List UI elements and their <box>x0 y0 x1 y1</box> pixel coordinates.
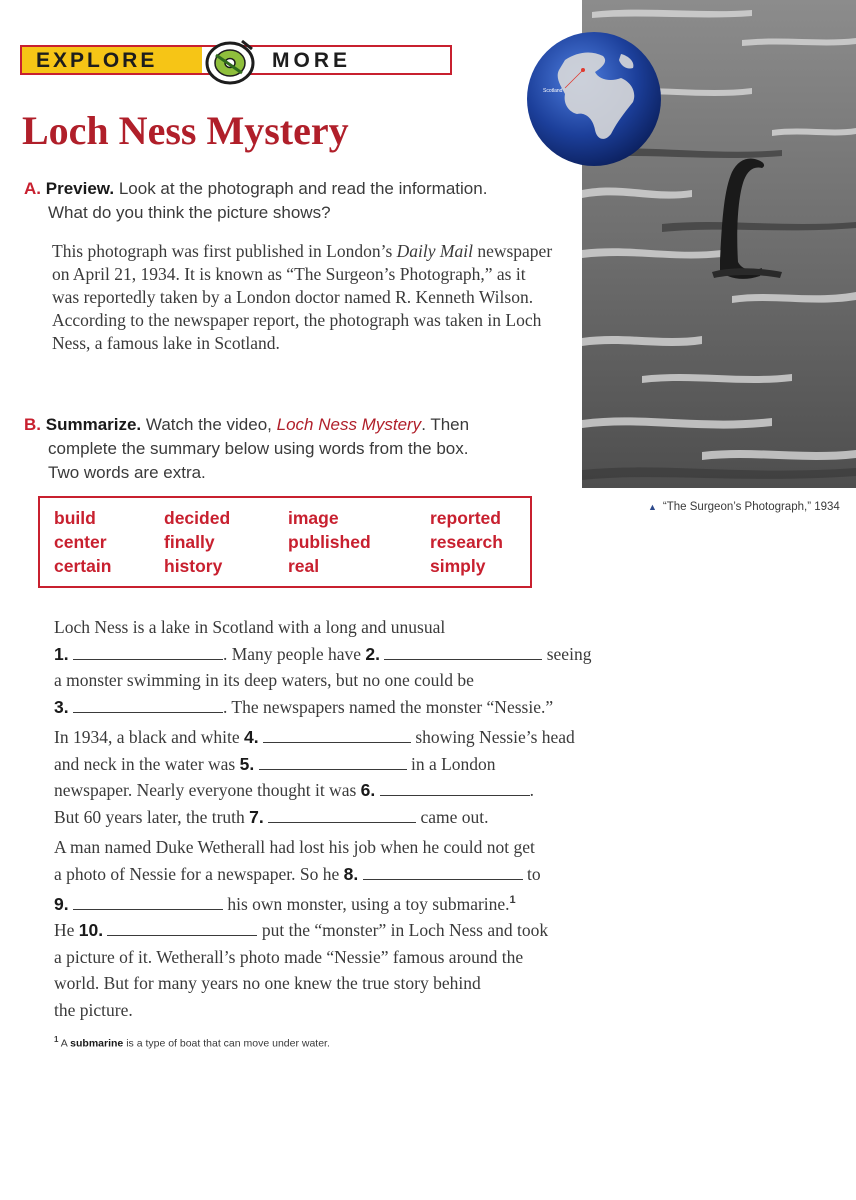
summary-text-span: newspaper. Nearly everyone thought it was <box>54 780 357 800</box>
summary-text-span: A man named Duke Wetherall had lost his job when he could not get <box>54 837 535 857</box>
blank-number-6: 6. <box>360 780 376 800</box>
blank-8[interactable] <box>363 863 523 880</box>
newspaper-name: Daily Mail <box>396 241 473 261</box>
video-disc-icon <box>202 37 258 85</box>
section-b-heading: Summarize. <box>45 415 142 434</box>
word-real: real <box>288 556 320 576</box>
blank-number-7: 7. <box>249 806 264 827</box>
word-published: published <box>288 532 371 552</box>
blank-10[interactable] <box>107 919 257 936</box>
word-build: build <box>54 508 96 528</box>
summary-text-span: put the “monster” in Loch Ness and took <box>261 920 549 941</box>
section-a-letter: A. <box>24 179 41 198</box>
summary-text-span: . <box>529 780 535 800</box>
blank-6[interactable] <box>380 779 530 796</box>
summary-text-span: his own monster, using a toy submarine. <box>227 893 510 914</box>
footnote-ref-1[interactable]: 1 <box>509 894 516 906</box>
summary-text-span: a monster swimming in its deep waters, but no one could be <box>54 670 474 690</box>
banner-explore-label: EXPLORE <box>36 49 158 72</box>
summary-paragraph-2 <box>54 724 654 830</box>
summary-text-span: in a London <box>410 753 496 774</box>
word-box <box>38 496 532 588</box>
summary-text-span: the picture. <box>54 999 133 1020</box>
banner-more-label: MORE <box>272 49 351 72</box>
summary-text-span: to <box>527 863 541 884</box>
word-reported: reported <box>430 508 501 528</box>
section-a-line1: Look at the photograph and read the information. <box>118 179 488 198</box>
blank-number-1: 1. <box>54 643 69 664</box>
summary-text-span: . The newspapers named the monster “Nessie.” <box>222 696 554 717</box>
caption-triangle-icon: ▲ <box>648 502 657 512</box>
blank-5[interactable] <box>259 753 407 770</box>
section-b-line2: complete the summary below using words from the box. <box>48 439 469 458</box>
page-title: Loch Ness Mystery <box>22 108 349 153</box>
section-b-line1a: Watch the video, <box>145 415 272 434</box>
summary-text-span: a photo of Nessie for a newspaper. So he <box>54 863 340 884</box>
section-b-letter: B. <box>24 415 41 434</box>
section-a-instructions <box>24 177 487 225</box>
footnote-marker: 1 <box>54 1035 59 1044</box>
blank-2[interactable] <box>384 643 542 660</box>
blank-number-5: 5. <box>239 753 255 774</box>
section-b-line1b: . Then <box>421 415 470 434</box>
word-simply: simply <box>430 556 486 576</box>
blank-number-8: 8. <box>343 863 359 884</box>
summary-paragraph-1 <box>54 614 654 720</box>
video-title-link[interactable]: Loch Ness Mystery <box>276 415 422 434</box>
photo-caption-text: “The Surgeon’s Photograph,” 1934 <box>662 501 840 513</box>
paragraph-text-2: newspaper on April 21, 1934. It is known as “The Surgeon’s Photograph,” as it was reportedly taken by a London doctor named R. Kenneth Wilson. According to the newspaper report, the photograph was taken in Loch Ness, a famous lake in Scotland. <box>52 241 553 353</box>
blank-9[interactable] <box>73 893 223 910</box>
section-b-instructions <box>24 413 469 485</box>
word-image: image <box>288 508 339 528</box>
paragraph-text-1: This photograph was first published in London’s <box>52 241 393 261</box>
word-center: center <box>54 532 107 552</box>
footnote-text: is a type of boat that can move under water. <box>126 1037 330 1050</box>
blank-number-4: 4. <box>244 727 259 747</box>
word-finally: finally <box>164 532 215 552</box>
summary-text-span: and neck in the water was <box>54 753 236 774</box>
blank-number-3: 3. <box>54 696 69 717</box>
blank-4[interactable] <box>263 726 411 743</box>
summary-paragraph-3 <box>54 834 654 1023</box>
footnote-pre: A <box>60 1037 68 1050</box>
summary-text-span: He <box>54 920 75 941</box>
summary-text-span: world. But for many years no one knew the true story behind <box>54 973 481 994</box>
blank-number-10: 10. <box>78 920 104 941</box>
blank-number-9: 9. <box>54 893 69 914</box>
word-history: history <box>164 556 223 576</box>
section-a-line2: What do you think the picture shows? <box>48 203 331 222</box>
summary-text-span: In 1934, a black and white <box>54 727 240 747</box>
footnote-term: submarine <box>70 1037 124 1050</box>
summary-text <box>54 614 654 1023</box>
summary-text-span: showing Nessie’s head <box>415 727 575 747</box>
blank-3[interactable] <box>73 696 223 713</box>
word-certain: certain <box>54 556 112 576</box>
summary-text-span: . Many people have <box>222 643 361 664</box>
photo-caption <box>648 501 840 513</box>
word-decided: decided <box>164 508 231 528</box>
summary-text-span: But 60 years later, the truth <box>54 806 245 827</box>
blank-7[interactable] <box>268 806 416 823</box>
summary-text-span: Loch Ness is a lake in Scotland with a long and unusual <box>54 617 446 637</box>
blank-number-2: 2. <box>365 643 380 664</box>
word-research: research <box>430 532 503 552</box>
blank-1[interactable] <box>73 643 223 660</box>
section-a-paragraph <box>52 240 557 355</box>
explore-more-banner <box>20 45 452 75</box>
section-b-line3: Two words are extra. <box>48 463 206 482</box>
section-a-heading: Preview. <box>45 179 115 198</box>
globe-scotland-label: Scotland <box>543 88 563 94</box>
summary-text-span: seeing <box>546 643 592 664</box>
summary-text-span: came out. <box>420 806 489 827</box>
summary-text-span: a picture of it. Wetherall’s photo made “Nessie” famous around the <box>54 946 524 967</box>
globe-icon <box>525 30 663 168</box>
footnote <box>54 1035 330 1050</box>
